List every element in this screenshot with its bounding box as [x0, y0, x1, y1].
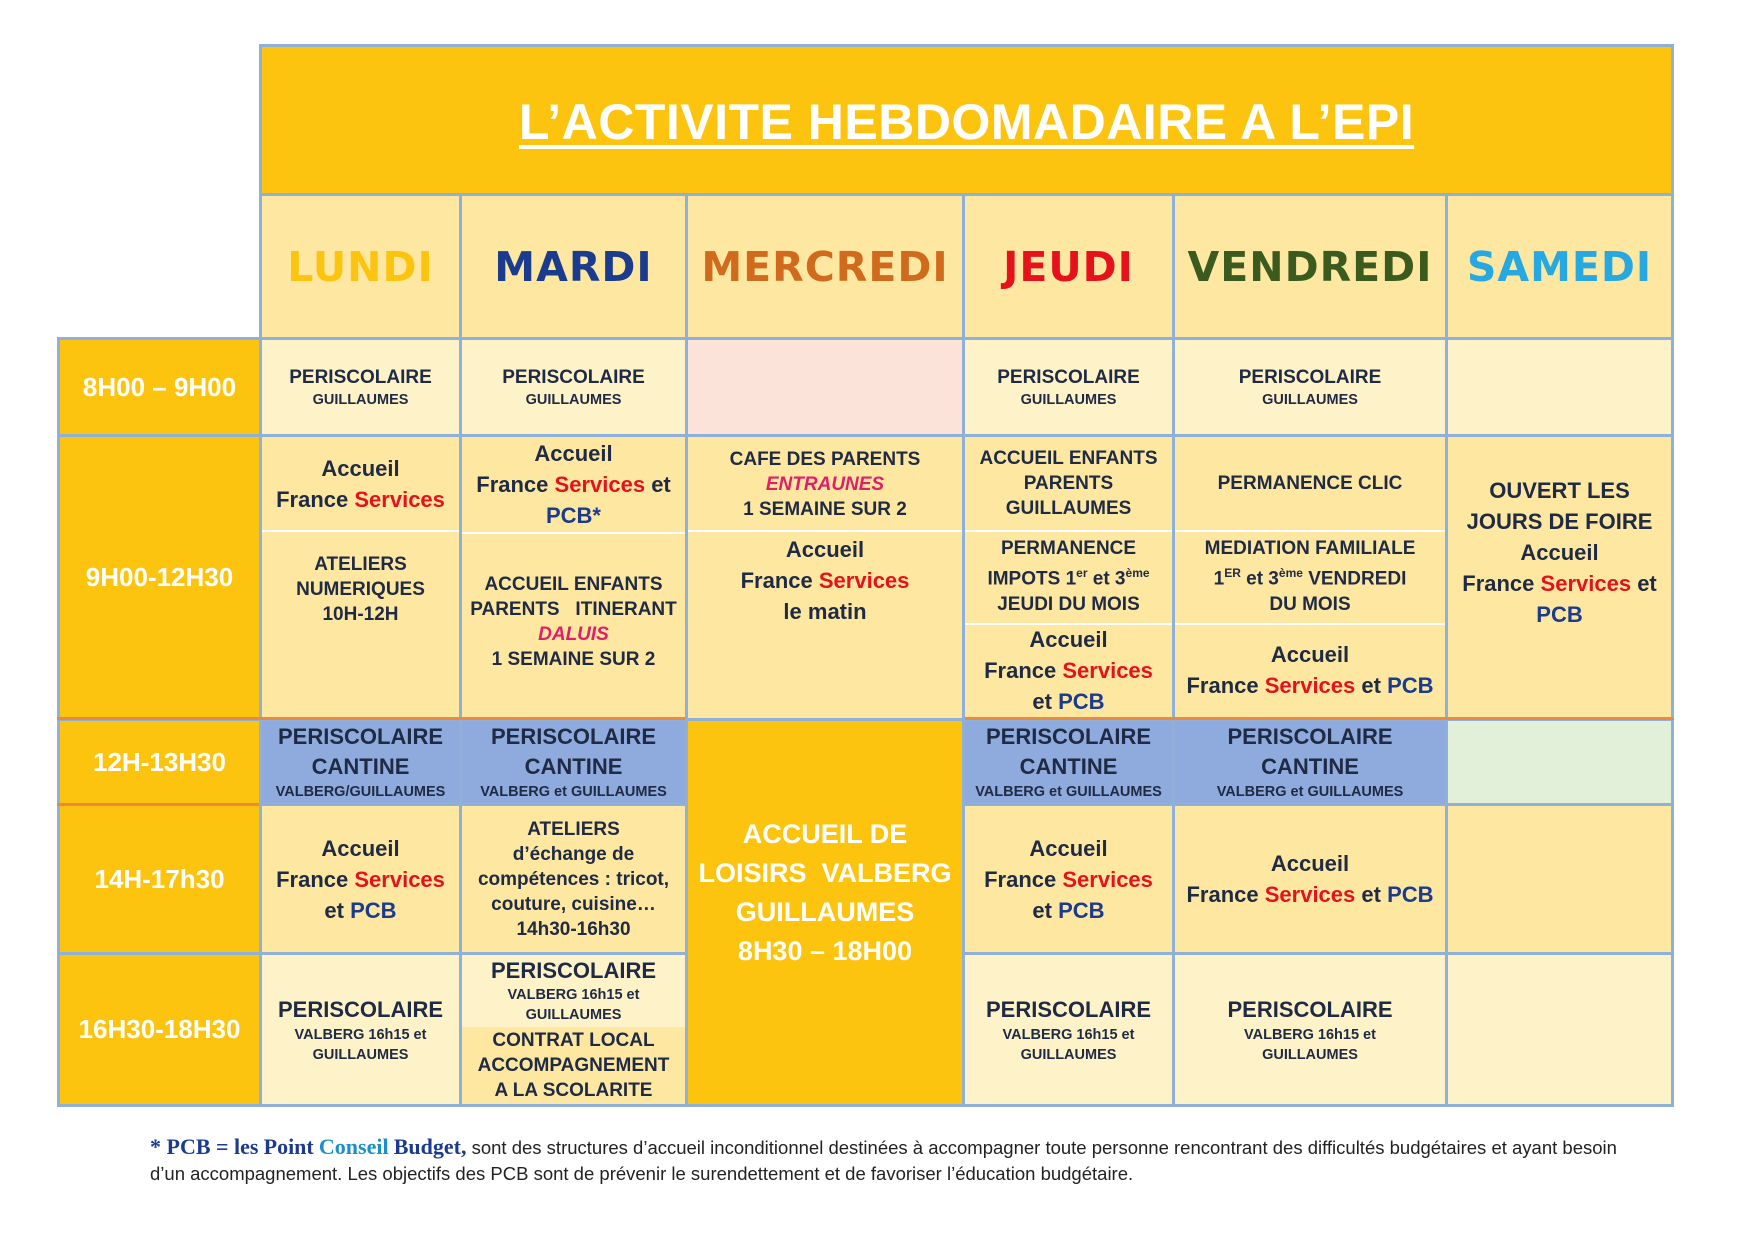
ateliers-hours: 14h30-16h30	[516, 918, 631, 940]
activity-cantine: CANTINE	[524, 754, 623, 779]
impots-line	[987, 561, 1149, 591]
day-label-mercredi: MERCREDI	[701, 242, 949, 291]
accueil-label: Accueil	[1270, 642, 1350, 668]
france-text: France	[740, 567, 813, 593]
divider	[965, 623, 1172, 625]
superscript: ER	[1224, 566, 1241, 581]
mediation-text: et 3	[1240, 568, 1279, 590]
activity-location: VALBERG et GUILLAUMES	[480, 784, 667, 800]
day-label-mardi: MARDI	[494, 242, 653, 291]
france-text: France	[984, 866, 1057, 892]
header-jeudi	[962, 193, 1175, 340]
ateliers-line: compétences : tricot,	[477, 868, 670, 890]
france-services-label	[1186, 670, 1433, 701]
foire-line: JOURS DE FOIRE	[1466, 509, 1653, 534]
accueil-enfants-line: ACCUEIL ENFANTS	[979, 448, 1158, 470]
cell-mardi-8h	[459, 337, 688, 437]
activity-periscolaire: PERISCOLAIRE	[277, 724, 444, 749]
activity-location: VALBERG/GUILLAUMES	[275, 784, 446, 800]
foire-line: OUVERT LES	[1489, 478, 1630, 503]
time-label: 12H-13H30	[93, 746, 226, 777]
accueil-block	[741, 535, 910, 625]
time-slot-2	[57, 434, 262, 721]
accueil-block	[984, 622, 1153, 718]
france-services-label	[1186, 879, 1433, 910]
cell-jeudi-8h	[962, 337, 1175, 437]
services-text: Services	[1062, 657, 1153, 683]
pcb-text: PCB	[1058, 688, 1105, 714]
page-title-banner	[259, 44, 1674, 196]
accueil-enfants-line: PARENTS	[1023, 473, 1114, 495]
accueil-block	[476, 437, 671, 532]
france-services-label	[984, 864, 1153, 895]
header-mardi	[459, 193, 688, 340]
cell-jeudi-12h	[962, 718, 1175, 806]
time-slot-3	[57, 718, 262, 806]
cell-jeudi-16h	[962, 952, 1175, 1107]
permanence-line: PERMANENCE	[1000, 538, 1137, 560]
footnote	[150, 1134, 1650, 1187]
time-slot-1	[57, 337, 262, 437]
ateliers-line: couture, cuisine…	[491, 893, 656, 915]
time-label: 14H-17h30	[94, 863, 225, 894]
day-label-jeudi: JEUDI	[1003, 242, 1134, 291]
frequency-label: 1 SEMAINE SUR 2	[491, 649, 656, 670]
activity-periscolaire: PERISCOLAIRE	[490, 724, 657, 749]
activity-location: VALBERG et GUILLAUMES	[1216, 784, 1404, 800]
activity-hours: VALBERG 16h15 et	[1244, 1027, 1376, 1043]
activity-periscolaire: PERISCOLAIRE	[997, 366, 1140, 388]
time-label: 9H00-12H30	[85, 562, 234, 592]
cell-vendredi-12h	[1172, 718, 1448, 806]
superscript: er	[1076, 566, 1088, 581]
time-label: 8H00 – 9H00	[82, 371, 237, 402]
accueil-label: Accueil	[1270, 851, 1350, 876]
mediation-block	[1205, 533, 1416, 621]
mediation-text: VENDREDI	[1302, 568, 1407, 590]
pcb-label: PCB	[1536, 602, 1583, 627]
cafe-label: CAFE DES PARENTS	[729, 448, 921, 470]
services-text: Services	[354, 487, 445, 512]
activity-location: GUILLAUMES	[1262, 1047, 1358, 1063]
cell-lundi-8h	[259, 337, 462, 437]
cafe-block	[730, 437, 921, 531]
accueil-label: Accueil	[1029, 626, 1108, 652]
ateliers-line: NUMERIQUES	[296, 578, 425, 600]
contrat-line: ACCOMPAGNEMENT	[477, 1055, 670, 1076]
loisirs-line: ACCUEIL DE	[742, 818, 908, 849]
ateliers-line: ATELIERS	[527, 818, 620, 840]
divider	[965, 717, 1674, 720]
cell-lundi-16h	[259, 952, 462, 1107]
activity-periscolaire: PERISCOLAIRE	[1227, 724, 1393, 749]
time-slot-4	[57, 803, 262, 955]
france-text: France	[476, 472, 549, 497]
activity-hours: VALBERG 16h15 et	[1002, 1027, 1135, 1043]
accueil-block	[1186, 622, 1433, 718]
cell-samedi-9h	[1445, 434, 1674, 721]
ateliers-block	[296, 539, 425, 639]
loisirs-line: GUILLAUMES	[735, 896, 915, 927]
france-text: France	[276, 866, 349, 892]
cell-lundi-14h	[259, 803, 462, 955]
cell-lundi-9h	[259, 434, 462, 721]
divider	[688, 530, 962, 532]
et-text: et	[1637, 571, 1657, 596]
location-daluis: DALUIS	[538, 624, 609, 645]
activity-location: GUILLAUMES	[1020, 1047, 1117, 1063]
day-label-samedi: SAMEDI	[1466, 242, 1653, 291]
cell-mardi-14h	[459, 803, 688, 955]
activity-hours: VALBERG 16h15 et	[507, 987, 640, 1003]
accueil-enfants-line: ACCUEIL ENFANTS	[484, 574, 663, 595]
cell-samedi-14h	[1445, 803, 1674, 955]
france-text: France	[984, 657, 1057, 683]
activity-location: GUILLAUMES	[312, 1047, 409, 1063]
activity-periscolaire: PERISCOLAIRE	[1227, 997, 1393, 1022]
activity-cantine: CANTINE	[1019, 754, 1118, 779]
mediation-line: MEDIATION FAMILIALE	[1204, 538, 1416, 560]
contrat-line: A LA SCOLARITE	[494, 1080, 653, 1101]
activity-periscolaire: PERISCOLAIRE	[490, 958, 657, 983]
accueil-label: Accueil	[785, 536, 865, 562]
accueil-enfants-line: GUILLAUMES	[1005, 498, 1132, 520]
footnote-text: sont des structures d’accueil inconditionnel destinées à accompagner toute personne rencontrant des difficultés budgétaires et ayant besoin d’un accompagnement. Les objectifs des PCB sont de prévenir le surendettement et de favoriser l’éducation budgétaire.	[150, 1137, 1617, 1184]
france-text: France	[1186, 882, 1259, 907]
loisirs-line: LOISIRS VALBERG	[698, 857, 952, 888]
et-text: et	[1032, 897, 1052, 923]
superscript: ème	[1125, 566, 1150, 581]
activity-hours: VALBERG 16h15 et	[294, 1027, 427, 1043]
location-entraunes: ENTRAUNES	[765, 473, 885, 495]
activity-location: VALBERG et GUILLAUMES	[975, 784, 1162, 800]
pcb-text: PCB	[1387, 882, 1434, 907]
impots-text: et 3	[1087, 568, 1126, 590]
cell-vendredi-9h	[1172, 434, 1448, 721]
cell-mercredi-9h	[685, 434, 965, 721]
et-text: et	[1032, 688, 1052, 714]
et-text: et	[1361, 882, 1381, 907]
time-slot-5	[57, 952, 262, 1107]
et-text: et	[651, 472, 671, 497]
accueil-label: Accueil	[321, 835, 400, 861]
cell-mardi-12h	[459, 718, 688, 806]
services-text: Services	[354, 866, 445, 892]
et-pcb-label	[324, 895, 396, 926]
clic-block	[1218, 437, 1403, 531]
cell-mardi-9h	[459, 434, 688, 721]
cell-jeudi-14h	[962, 803, 1175, 955]
footnote-budget: Budget,	[393, 1134, 467, 1159]
pcb-text: PCB	[350, 897, 397, 923]
ateliers-line: 10H-12H	[322, 603, 399, 625]
activity-periscolaire: PERISCOLAIRE	[289, 366, 432, 388]
day-label-vendredi: VENDREDI	[1187, 242, 1433, 291]
header-mercredi	[685, 193, 965, 340]
contrat-block	[462, 1027, 685, 1104]
et-text: et	[324, 897, 344, 923]
cell-mercredi-8h	[685, 337, 965, 437]
pcb-text: PCB	[1058, 897, 1105, 923]
activity-periscolaire: PERISCOLAIRE	[277, 997, 444, 1022]
header-samedi	[1445, 193, 1674, 340]
footnote-star: * PCB = les	[150, 1134, 259, 1159]
impots-text: IMPOTS 1	[987, 568, 1077, 590]
accueil-enfants-block	[979, 437, 1157, 531]
activity-location: GUILLAUMES	[1262, 391, 1358, 408]
jeudi-du-mois-line: JEUDI DU MOIS	[997, 593, 1140, 615]
ateliers-line: d’échange de	[512, 843, 635, 865]
pcb-star-label: PCB*	[545, 503, 601, 528]
cell-vendredi-8h	[1172, 337, 1448, 437]
mediation-line	[1205, 561, 1416, 591]
activity-periscolaire: PERISCOLAIRE	[502, 366, 645, 388]
activity-periscolaire: PERISCOLAIRE	[985, 724, 1152, 749]
activity-location: GUILLAUMES	[525, 391, 622, 408]
france-services-label	[741, 565, 910, 596]
accueil-label: Accueil	[1029, 835, 1108, 861]
cell-jeudi-9h	[962, 434, 1175, 721]
page-title: L’ACTIVITE HEBDOMADAIRE A L’EPI	[518, 93, 1415, 150]
divider	[1175, 623, 1445, 625]
cell-vendredi-16h	[1172, 952, 1448, 1107]
activity-periscolaire: PERISCOLAIRE	[1238, 366, 1382, 388]
periscolaire-block	[491, 955, 656, 1027]
france-services-label	[276, 484, 445, 515]
activity-periscolaire: PERISCOLAIRE	[985, 997, 1152, 1022]
accueil-block	[276, 437, 445, 531]
services-text: Services	[1264, 882, 1356, 907]
et-pcb-label	[1032, 895, 1104, 926]
footnote-point: Point	[263, 1134, 314, 1159]
services-text: Services	[818, 567, 910, 593]
permanence-clic-label: PERMANENCE CLIC	[1217, 473, 1403, 495]
accueil-label: Accueil	[321, 456, 400, 481]
activity-location: GUILLAUMES	[312, 391, 409, 408]
accueil-enfants-block	[470, 532, 677, 712]
services-text: Services	[554, 472, 646, 497]
time-label: 16H30-18H30	[78, 1014, 241, 1044]
france-services-label	[476, 469, 671, 500]
france-text: France	[276, 487, 349, 512]
contrat-line: CONTRAT LOCAL	[492, 1030, 655, 1051]
mediation-line: DU MOIS	[1269, 593, 1351, 615]
header-lundi	[259, 193, 462, 340]
france-services-label	[984, 655, 1153, 686]
services-text: Services	[1264, 673, 1356, 699]
divider	[1175, 530, 1445, 532]
divider	[57, 717, 685, 720]
loisirs-hours: 8H30 – 18H00	[737, 935, 913, 966]
activity-location: GUILLAUMES	[1020, 391, 1117, 408]
services-text: Services	[1540, 571, 1632, 596]
accueil-label: Accueil	[1520, 540, 1599, 565]
divider	[965, 530, 1172, 532]
divider	[462, 532, 685, 534]
mediation-text: 1	[1213, 568, 1225, 590]
superscript: ème	[1278, 566, 1303, 581]
et-text: et	[1361, 673, 1381, 699]
cell-lundi-12h	[259, 718, 462, 806]
cell-samedi-8h	[1445, 337, 1674, 437]
france-services-label	[276, 864, 445, 895]
day-label-lundi: LUNDI	[287, 242, 434, 291]
pcb-text: PCB	[1387, 673, 1434, 699]
services-text: Services	[1062, 866, 1153, 892]
activity-cantine: CANTINE	[311, 754, 410, 779]
ateliers-line: ATELIERS	[314, 553, 407, 575]
accueil-enfants-line: PARENTS ITINERANT	[470, 599, 677, 620]
le-matin-label: le matin	[783, 598, 867, 624]
france-services-label	[1462, 568, 1657, 599]
cell-mardi-16h	[459, 952, 688, 1107]
divider	[262, 530, 459, 532]
permanence-impots-block	[987, 533, 1149, 621]
cell-mercredi-loisirs	[685, 718, 965, 1107]
cell-samedi-16h	[1445, 952, 1674, 1107]
activity-location: GUILLAUMES	[525, 1007, 622, 1023]
france-text: France	[1462, 571, 1535, 596]
frequency-label: 1 SEMAINE SUR 2	[743, 498, 907, 520]
header-vendredi	[1172, 193, 1448, 340]
cell-vendredi-14h	[1172, 803, 1448, 955]
et-pcb-label	[984, 686, 1153, 717]
accueil-label: Accueil	[534, 441, 613, 466]
activity-cantine: CANTINE	[1261, 754, 1359, 779]
france-text: France	[1186, 673, 1259, 699]
cell-samedi-12h	[1445, 718, 1674, 806]
footnote-conseil: Conseil	[318, 1134, 389, 1159]
